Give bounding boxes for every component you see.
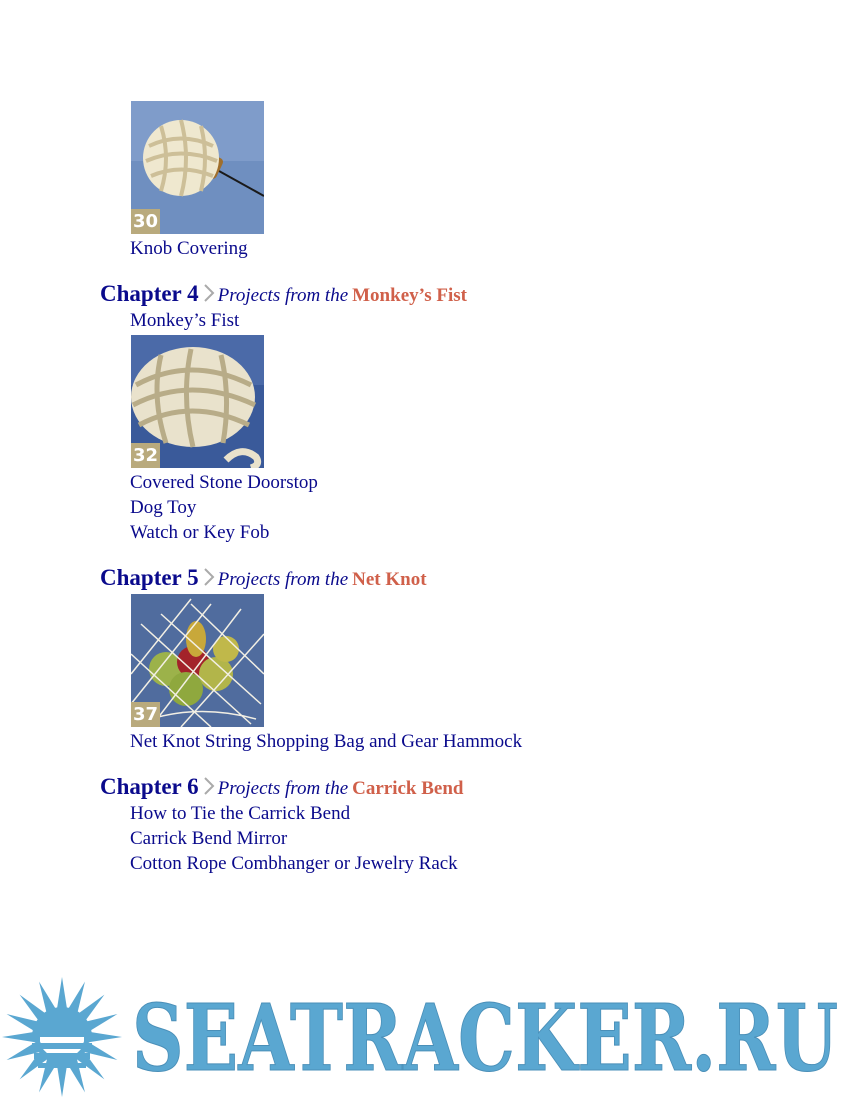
chapter-heading-5[interactable] — [100, 565, 427, 594]
watermark — [0, 975, 850, 1100]
toc-item-covered-stone-doorstop[interactable]: Covered Stone Doorstop — [130, 472, 318, 493]
chapter-name: Carrick Bend — [352, 778, 464, 799]
chapter-prefix: Projects from the — [217, 778, 349, 799]
chevron-right-icon — [202, 282, 216, 304]
watermark-text: SEATRACKER.RU — [132, 984, 838, 1092]
toc-item-dog-toy[interactable]: Dog Toy — [130, 497, 197, 518]
chevron-right-icon — [202, 566, 216, 588]
chapter-prefix: Projects from the — [217, 569, 349, 590]
chevron-right-icon — [202, 775, 216, 797]
thumbnail-page-number: 37 — [132, 704, 159, 725]
chapter-label: Chapter 5 — [100, 565, 199, 590]
chapter-name: Monkey’s Fist — [352, 285, 467, 306]
thumbnail-monkeys-fist — [131, 335, 264, 468]
thumbnail-net-bag — [131, 594, 264, 727]
toc-item-knob-covering[interactable]: Knob Covering — [130, 238, 248, 259]
sun-icon — [2, 977, 122, 1097]
toc-item-cotton-rope-combhanger[interactable]: Cotton Rope Combhanger or Jewelry Rack — [130, 853, 458, 874]
toc-item-monkeys-fist[interactable]: Monkey’s Fist — [130, 310, 240, 331]
chapter-label: Chapter 6 — [100, 774, 199, 799]
toc-item-carrick-bend-mirror[interactable]: Carrick Bend Mirror — [130, 828, 288, 849]
chapter-heading-4[interactable] — [100, 281, 467, 310]
toc-item-watch-or-key-fob[interactable]: Watch or Key Fob — [130, 522, 270, 543]
thumbnail-knob-covering — [131, 101, 264, 234]
chapter-label: Chapter 4 — [100, 281, 199, 306]
thumbnail-page-number: 30 — [132, 211, 159, 232]
chapter-name: Net Knot — [352, 569, 427, 590]
chapter-heading-6[interactable] — [100, 774, 463, 803]
thumbnail-page-number: 32 — [132, 445, 159, 466]
toc-item-net-knot-shopping-bag[interactable]: Net Knot String Shopping Bag and Gear Hammock — [130, 731, 523, 752]
toc-item-how-to-tie-carrick-bend[interactable]: How to Tie the Carrick Bend — [130, 803, 351, 824]
chapter-prefix: Projects from the — [217, 285, 349, 306]
